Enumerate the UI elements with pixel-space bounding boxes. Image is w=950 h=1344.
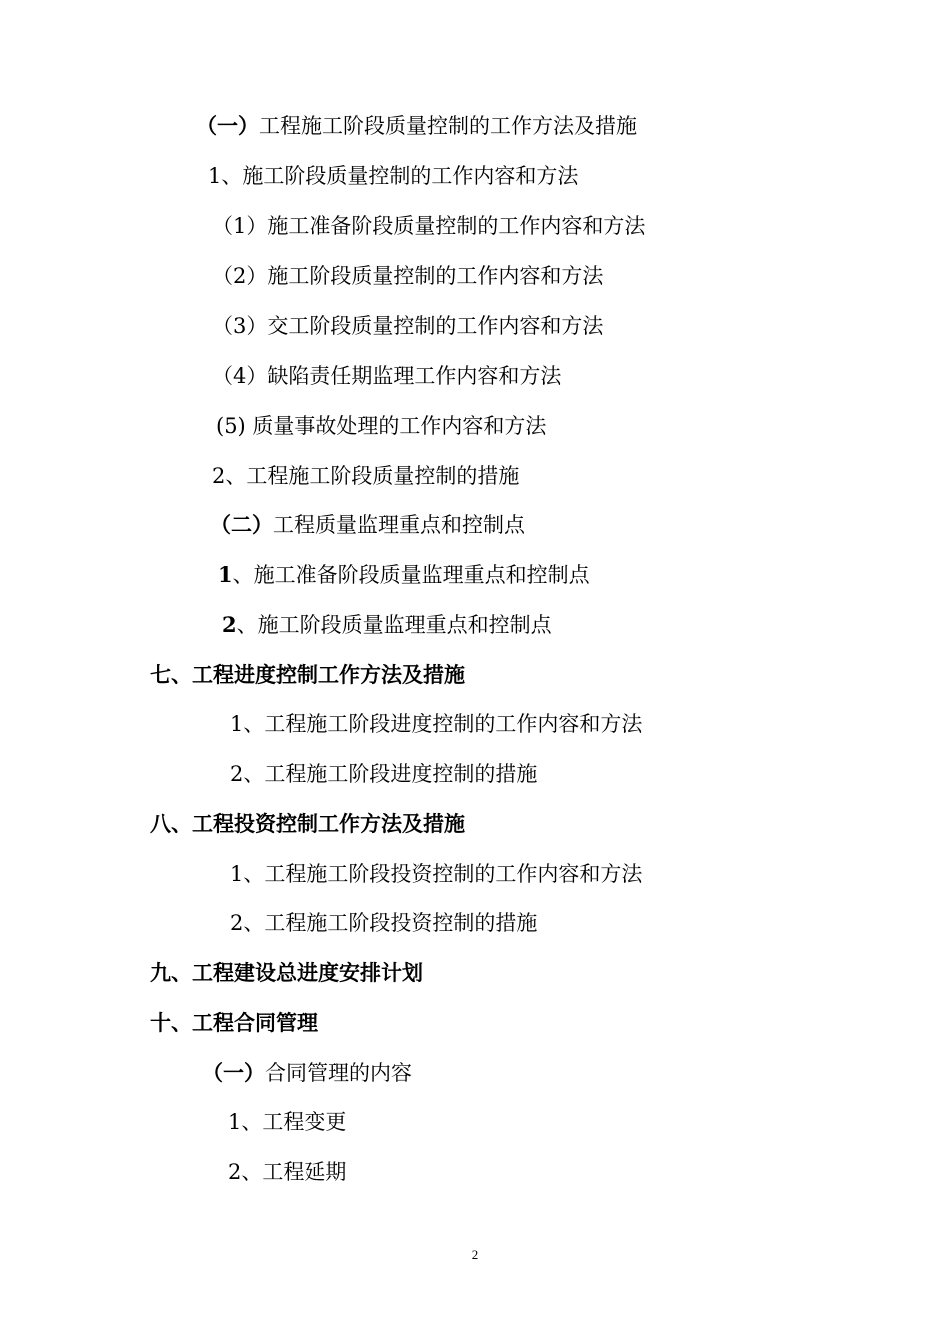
toc-line [228,1108,346,1136]
toc-text: 、施工准备阶段质量监理重点和控制点 [232,563,590,587]
section-heading-seven: 七、工程进度控制工作方法及措施 [150,663,465,687]
toc-line [212,312,603,340]
toc-prefix: 1 [218,562,233,587]
toc-prefix: （一） [196,113,259,138]
toc-line [208,162,578,190]
section-heading-nine: 九、工程建设总进度安排计划 [150,961,423,985]
toc-text: 工程质量监理重点和控制点 [273,513,525,537]
toc-line [218,561,590,589]
toc-text: （1）施工准备阶段质量控制的工作内容和方法 [212,214,646,238]
toc-prefix: （一） [202,1060,265,1085]
toc-text: 工程施工阶段质量控制的工作方法及措施 [259,114,637,138]
toc-line-contract-content [202,1059,412,1087]
toc-line [230,760,537,788]
toc-line [230,710,642,738]
toc-text: 1、工程施工阶段进度控制的工作内容和方法 [230,712,643,736]
page-number: 2 [471,1247,479,1262]
toc-text: 2、工程延期 [228,1160,347,1184]
toc-text: 合同管理的内容 [265,1061,412,1085]
toc-line [230,860,642,888]
toc-text: （3）交工阶段质量控制的工作内容和方法 [212,314,604,338]
toc-text: 2、工程施工阶段投资控制的措施 [230,911,538,935]
toc-line [212,212,645,240]
toc-line [230,909,537,937]
toc-text: 2、工程施工阶段进度控制的措施 [230,762,538,786]
toc-text: 1、工程施工阶段投资控制的工作内容和方法 [230,862,643,886]
toc-line [222,611,552,639]
toc-line [228,1158,346,1186]
toc-text: 1、工程变更 [228,1110,347,1134]
section-heading-eight: 八、工程投资控制工作方法及措施 [150,812,465,836]
toc-line [212,462,519,490]
toc-prefix: 2 [222,612,237,637]
toc-line-quality-key-points [210,511,525,539]
toc-text: 、施工阶段质量监理重点和控制点 [236,613,552,637]
toc-line-quality-methods [196,112,637,140]
toc-line [212,262,603,290]
toc-text: (5) 质量事故处理的工作内容和方法 [216,414,547,438]
section-heading-ten: 十、工程合同管理 [150,1011,318,1035]
toc-line [212,362,561,390]
toc-text: （4）缺陷责任期监理工作内容和方法 [212,364,562,388]
toc-prefix: （二） [210,512,273,537]
toc-text: 2、工程施工阶段质量控制的措施 [212,464,520,488]
toc-line [216,412,546,440]
toc-text: （2）施工阶段质量控制的工作内容和方法 [212,264,604,288]
toc-text: 1、施工阶段质量控制的工作内容和方法 [208,164,579,188]
